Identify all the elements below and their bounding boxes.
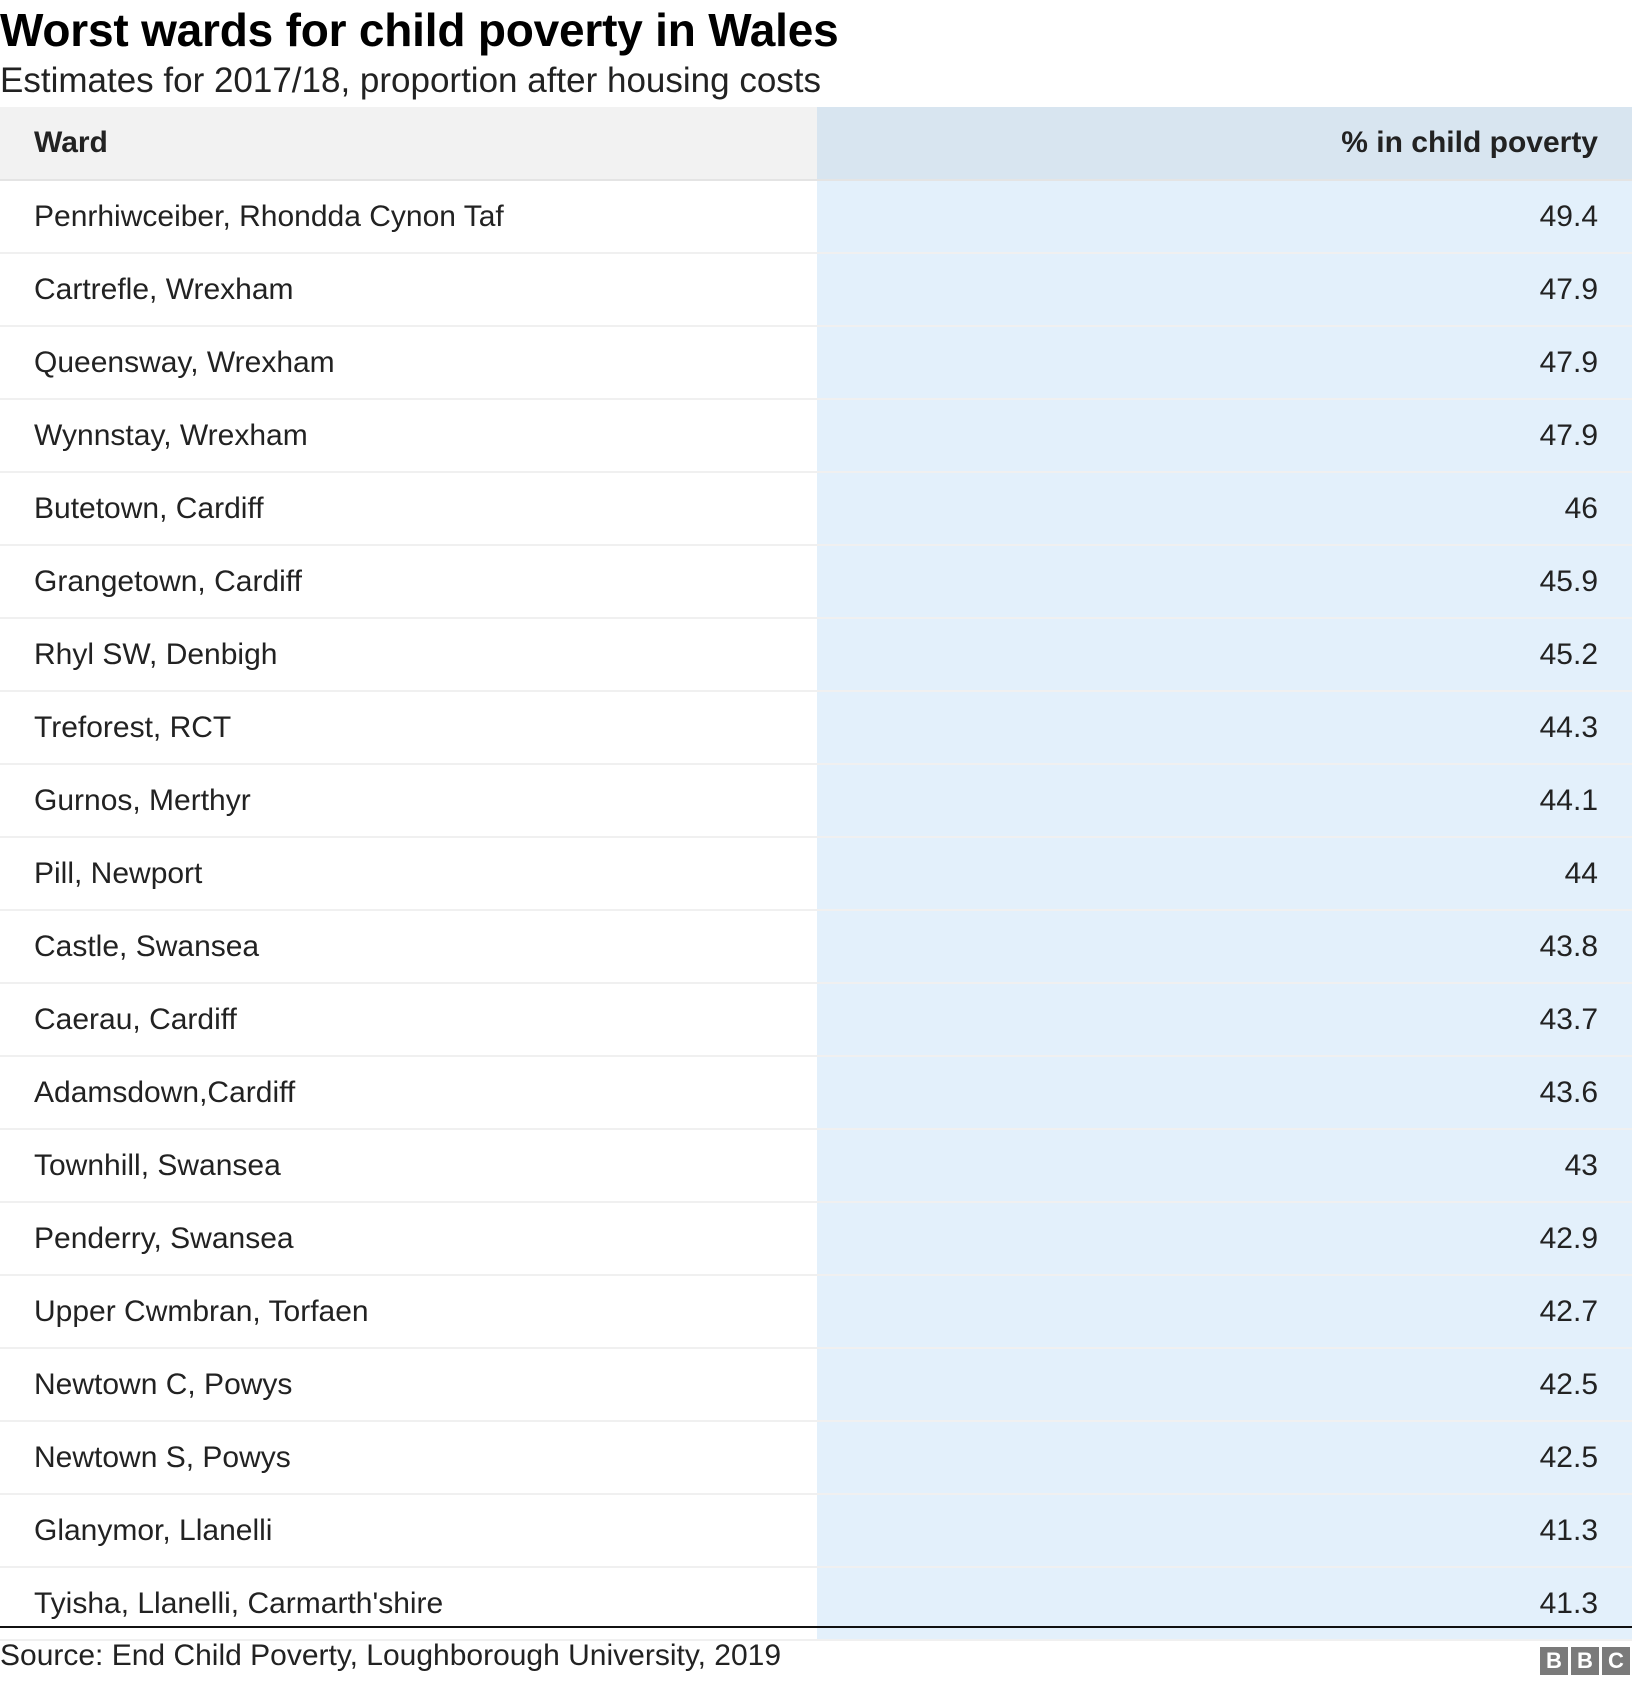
percent-cell: 41.3 [817, 1568, 1632, 1639]
column-header-ward: Ward [0, 107, 817, 179]
chart-subtitle: Estimates for 2017/18, proportion after housing costs [0, 61, 822, 100]
table-row [0, 838, 1632, 911]
table-header [0, 107, 1632, 181]
ward-cell: Rhyl SW, Denbigh [34, 637, 278, 671]
footer-rule [0, 1626, 1632, 1628]
table-row [0, 1495, 1632, 1568]
column-header-percent: % in child poverty [817, 107, 1632, 179]
chart-title: Worst wards for child poverty in Wales [0, 4, 839, 56]
ward-cell: Butetown, Cardiff [34, 491, 264, 525]
ward-cell: Newtown S, Powys [34, 1440, 291, 1474]
table-row [0, 546, 1632, 619]
ward-cell: Cartrefle, Wrexham [34, 272, 294, 306]
table-row [0, 181, 1632, 254]
ward-cell: Grangetown, Cardiff [34, 564, 302, 598]
ward-cell: Newtown C, Powys [34, 1367, 293, 1401]
percent-cell: 46 [817, 473, 1632, 544]
table-row [0, 619, 1632, 692]
ward-cell: Upper Cwmbran, Torfaen [34, 1294, 369, 1328]
percent-cell: 42.5 [817, 1349, 1632, 1420]
table-row [0, 400, 1632, 473]
percent-cell: 47.9 [817, 254, 1632, 325]
table-row [0, 254, 1632, 327]
table-row [0, 1276, 1632, 1349]
ward-cell: Townhill, Swansea [34, 1148, 281, 1182]
table-row [0, 1349, 1632, 1422]
ward-cell: Tyisha, Llanelli, Carmarth'shire [34, 1586, 444, 1620]
percent-cell: 42.9 [817, 1203, 1632, 1274]
percent-cell: 43.8 [817, 911, 1632, 982]
percent-cell: 47.9 [817, 400, 1632, 471]
table-row [0, 911, 1632, 984]
table-row [0, 1568, 1632, 1641]
percent-cell: 42.7 [817, 1276, 1632, 1347]
bbc-logo-letter: B [1571, 1647, 1599, 1675]
table-row [0, 765, 1632, 838]
percent-cell: 44.1 [817, 765, 1632, 836]
percent-cell: 45.2 [817, 619, 1632, 690]
percent-cell: 45.9 [817, 546, 1632, 617]
percent-cell: 43.7 [817, 984, 1632, 1055]
ward-cell: Adamsdown,Cardiff [34, 1075, 296, 1109]
percent-cell: 41.3 [817, 1495, 1632, 1566]
table-row [0, 692, 1632, 765]
ward-cell: Gurnos, Merthyr [34, 783, 251, 817]
table-row [0, 1203, 1632, 1276]
table-row [0, 327, 1632, 400]
table-row [0, 1130, 1632, 1203]
source-note: Source: End Child Poverty, Loughborough University, 2019 [0, 1639, 782, 1672]
percent-cell: 42.5 [817, 1422, 1632, 1493]
percent-cell: 44 [817, 838, 1632, 909]
bbc-logo-letter: B [1540, 1647, 1568, 1675]
percent-cell: 43 [817, 1130, 1632, 1201]
table-row [0, 1057, 1632, 1130]
percent-cell: 44.3 [817, 692, 1632, 763]
ward-cell: Glanymor, Llanelli [34, 1513, 273, 1547]
ward-cell: Pill, Newport [34, 856, 203, 890]
bbc-logo [1540, 1647, 1630, 1675]
poverty-table [0, 107, 1632, 1641]
ward-cell: Caerau, Cardiff [34, 1002, 237, 1036]
ward-cell: Castle, Swansea [34, 929, 260, 963]
table-row [0, 984, 1632, 1057]
percent-cell: 47.9 [817, 327, 1632, 398]
bbc-logo-letter: C [1602, 1647, 1630, 1675]
ward-cell: Wynnstay, Wrexham [34, 418, 308, 452]
ward-cell: Penrhiwceiber, Rhondda Cynon Taf [34, 199, 504, 233]
table-row [0, 473, 1632, 546]
table-row [0, 1422, 1632, 1495]
ward-cell: Treforest, RCT [34, 710, 232, 744]
table-body [0, 181, 1632, 1641]
percent-cell: 43.6 [817, 1057, 1632, 1128]
ward-cell: Penderry, Swansea [34, 1221, 294, 1255]
ward-cell: Queensway, Wrexham [34, 345, 335, 379]
percent-cell: 49.4 [817, 181, 1632, 252]
